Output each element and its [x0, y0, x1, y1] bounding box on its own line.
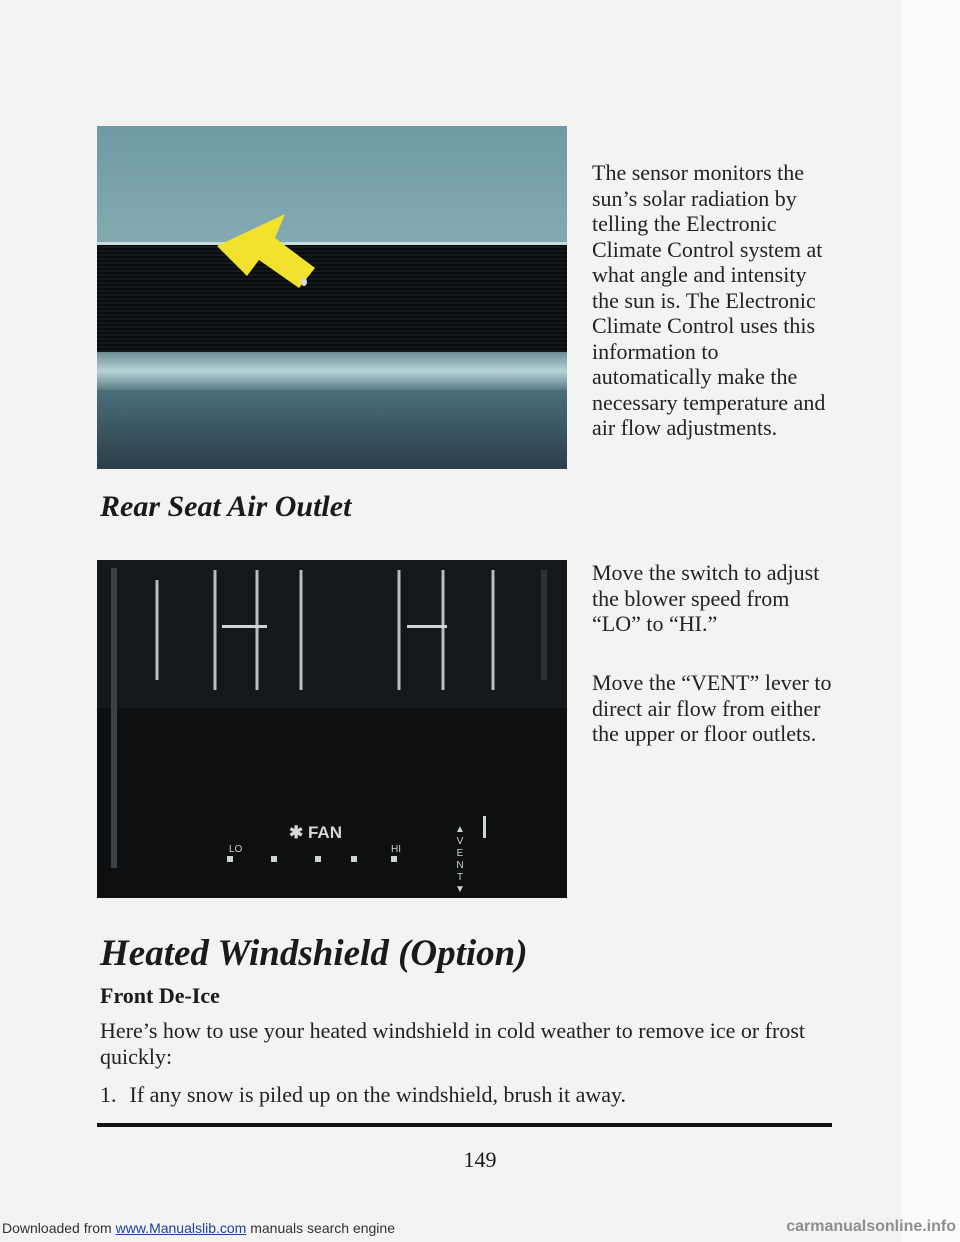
page-edge: [902, 0, 960, 1242]
vent-up-icon: ▲: [455, 824, 465, 835]
sensor-photo: [97, 126, 567, 469]
hi-label: HI: [391, 844, 401, 855]
vent-instruction: Move the “VENT” lever to direct air flow from either the upper or floor outlets.: [592, 670, 832, 746]
watermark-prefix: Downloaded from: [2, 1220, 112, 1236]
fan-icon: ✱: [289, 823, 304, 842]
blower-instruction: Move the switch to adjust the blower speed from “LO” to “HI.”: [592, 560, 820, 636]
manualslib-link[interactable]: www.Manualslib.com: [115, 1220, 247, 1236]
vent-letter: E: [456, 848, 464, 859]
heated-windshield-heading: Heated Windshield (Option): [100, 933, 528, 974]
vent-letter: T: [456, 872, 464, 883]
vent-letter: N: [456, 860, 464, 871]
solar-sensor: [301, 278, 307, 286]
sensor-photo-svg: [97, 126, 567, 469]
sensor-description: The sensor monitors the sun’s solar radiation by telling the Electronic Climate Control system at what angle and intensity the sun is. The Electronic Climate Control uses this information to automatically make the necessary temperature and air flow adjustments.: [592, 160, 826, 440]
fan-label: ✱ FAN: [289, 823, 342, 842]
lo-label: LO: [229, 844, 243, 855]
deice-intro: Here’s how to use your heated windshield in cold weather to remove ice or frost quickly:: [100, 1018, 806, 1069]
front-deice-subheading: Front De-Ice: [100, 983, 220, 1008]
vent-down-icon: ▼: [455, 884, 465, 895]
watermark-suffix: manuals search engine: [250, 1220, 395, 1236]
rear-outlet-photo-svg: [97, 560, 567, 898]
footer-rule: [97, 1123, 832, 1127]
step-text: If any snow is piled up on the windshield, brush it away.: [129, 1082, 627, 1107]
rear-outlet-photo: [97, 560, 567, 898]
vent-lever-label: [453, 824, 467, 896]
page-number: 149: [463, 1147, 497, 1172]
vent-letter: V: [456, 836, 464, 847]
step-number: 1.: [100, 1082, 117, 1107]
deice-step: [100, 1082, 840, 1108]
site-watermark: carmanualsonline.info: [786, 1218, 956, 1235]
download-watermark: [2, 1220, 395, 1236]
rear-seat-outlet-heading: Rear Seat Air Outlet: [100, 490, 352, 523]
